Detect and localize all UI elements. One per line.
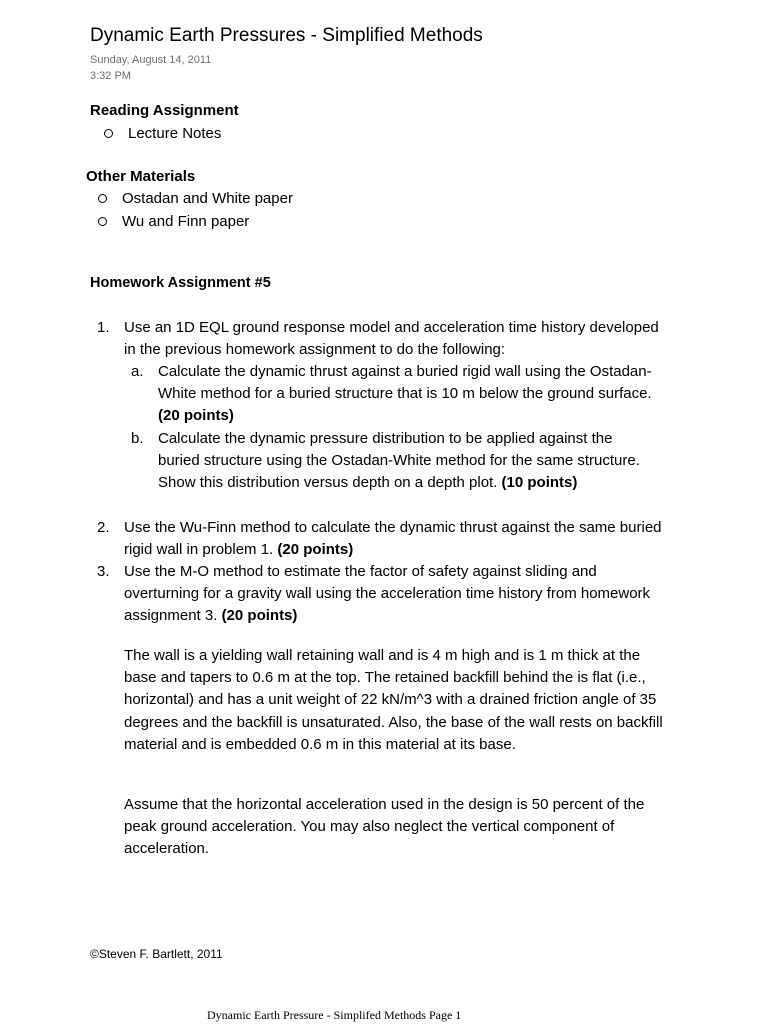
question-3-text: Use the M-O method to estimate the factor of safety against sliding and overturning for a gravity wall using the acceleration time history from homework assignment 3. (124, 563, 651, 625)
materials-item (98, 190, 293, 207)
subquestion-label: a. (131, 363, 144, 380)
subquestion-a-text: Calculate the dynamic thrust against a buried rigid wall using the Ostadan-White method for a buried structure that is 10 m below the ground surface. (158, 363, 652, 403)
copyright: ©Steven F. Bartlett, 2011 (90, 947, 223, 961)
page-title: Dynamic Earth Pressures - Simplified Methods (90, 25, 483, 46)
materials-item (98, 213, 249, 230)
points-label: (20 points) (221, 607, 298, 625)
materials-item-label: Ostadan and White paper (122, 190, 293, 207)
page-time: 3:32 PM (90, 70, 131, 82)
reading-heading: Reading Assignment (90, 102, 239, 119)
wall-description-paragraph: The wall is a yielding wall retaining wall and is 4 m high and is 1 m thick at the base and tapers to 0.6 m at the top. The retained backfill behind the is flat (i.e., horizontal) and has a unit weight of 22 kN/m^3 with a drained friction angle of 35 degrees and the backfill is unsaturated. Also, the base of the wall rests on backfill material and is embedded 0.6 m in this material at its base. (124, 647, 663, 753)
reading-item (104, 125, 221, 142)
subquestion-b (158, 428, 658, 495)
question-2 (124, 517, 664, 561)
reading-item-label: Lecture Notes (128, 125, 222, 142)
materials-item-label: Wu and Finn paper (122, 213, 250, 230)
question-2-text: Use the Wu-Finn method to calculate the dynamic thrust against the same buried rigid wall in problem 1. (124, 519, 662, 559)
circle-bullet-icon (104, 129, 113, 138)
circle-bullet-icon (98, 217, 107, 226)
question-number: 2. (97, 519, 110, 536)
circle-bullet-icon (98, 194, 107, 203)
homework-heading: Homework Assignment #5 (90, 275, 271, 291)
page-footer: Dynamic Earth Pressure - Simplifed Methods Page 1 (207, 1008, 462, 1022)
points-label: (20 points) (277, 541, 354, 559)
question-1-text: Use an 1D EQL ground response model and acceleration time history developed in the previous homework assignment to do the following: (124, 319, 659, 359)
materials-heading: Other Materials (86, 168, 196, 185)
points-label: (20 points) (158, 407, 234, 425)
question-number: 3. (97, 563, 110, 580)
subquestion-b-text: Calculate the dynamic pressure distribution to be applied against the buried structure using the Ostadan-White method for the same structure. Show this distribution versus depth on a depth plot. (158, 430, 640, 492)
question-3 (124, 561, 664, 628)
question-number: 1. (97, 319, 110, 336)
page-date: Sunday, August 14, 2011 (90, 54, 212, 66)
subquestion-a (158, 361, 658, 428)
assumption-paragraph: Assume that the horizontal acceleration used in the design is 50 percent of the peak ground acceleration. You may also neglect the vertical component of acceleration. (124, 796, 645, 858)
subquestion-label: b. (131, 430, 144, 447)
points-label: (10 points) (501, 474, 578, 492)
